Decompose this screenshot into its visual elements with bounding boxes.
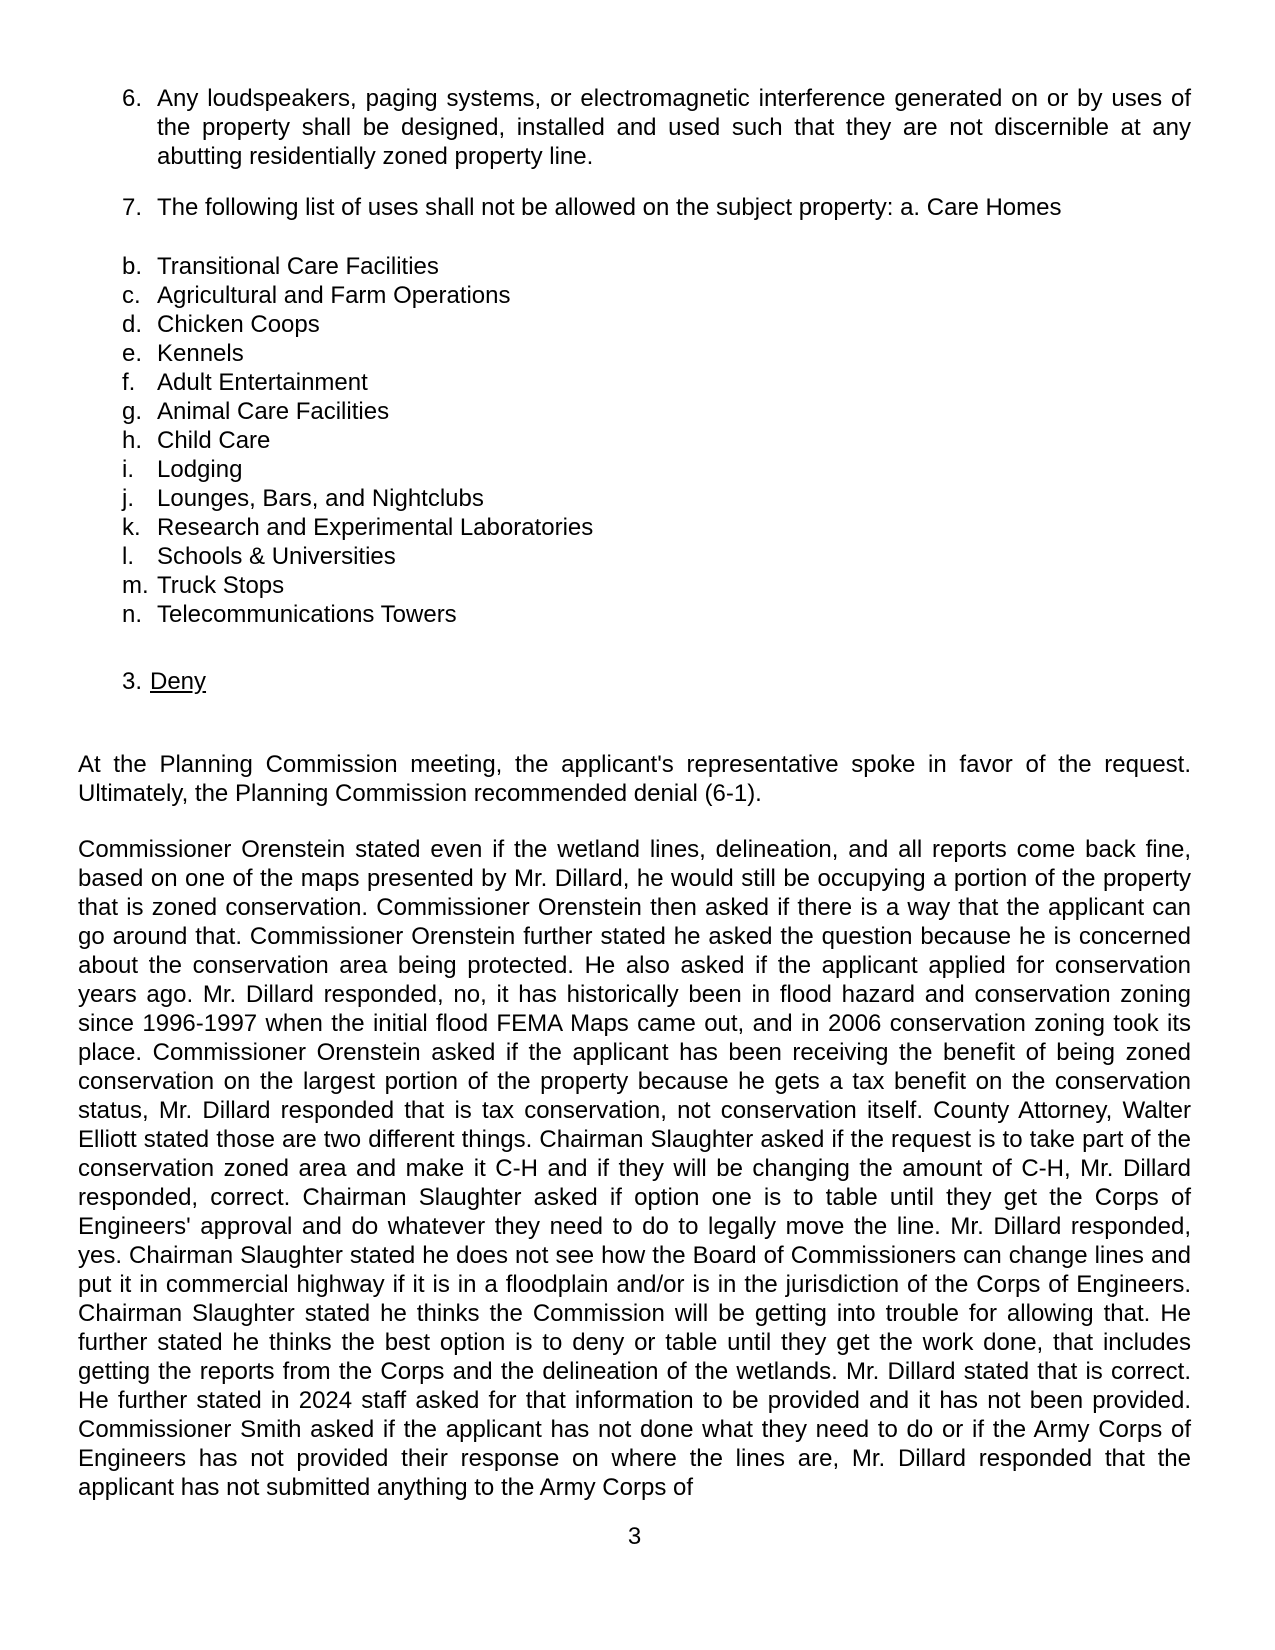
- list-item: [122, 397, 1191, 426]
- list-letter: d.: [122, 311, 143, 338]
- list-letter: l.: [122, 543, 134, 570]
- list-letter: i.: [122, 456, 134, 483]
- list-letter: m.: [122, 572, 149, 599]
- list-label: Research and Experimental Laboratories: [157, 514, 594, 541]
- list-letter: h.: [122, 427, 143, 454]
- list-item: [122, 513, 1191, 542]
- list-letter: c.: [122, 282, 141, 309]
- list-item: [122, 310, 1191, 339]
- list-item: [122, 339, 1191, 368]
- list-item: [122, 571, 1191, 600]
- list-letter: e.: [122, 340, 143, 367]
- list-item: [122, 426, 1191, 455]
- list-item: [122, 252, 1191, 281]
- item-text: Any loudspeakers, paging systems, or electromagnetic interference generated on or by uses of the property shall be designed, installed and used such that they are not discernible at any abutting residentially zoned property line.: [157, 85, 1191, 170]
- list-label: Adult Entertainment: [157, 369, 368, 396]
- list-letter: k.: [122, 514, 141, 541]
- list-letter: n.: [122, 601, 143, 628]
- numbered-item-6: [122, 84, 1191, 171]
- list-letter: g.: [122, 398, 143, 425]
- list-label: Truck Stops: [157, 572, 285, 599]
- lettered-list: [78, 252, 1191, 629]
- list-label: Agricultural and Farm Operations: [157, 282, 511, 309]
- list-letter: b.: [122, 253, 143, 280]
- list-letter: j.: [122, 485, 134, 512]
- paragraph-planning-commission: At the Planning Commission meeting, the applicant's representative spoke in favor of the request. Ultimately, the Planning Commission recommended denial (6-1).: [78, 751, 1191, 807]
- list-label: Transitional Care Facilities: [157, 253, 439, 280]
- list-label: Chicken Coops: [157, 311, 320, 338]
- list-label: Child Care: [157, 427, 271, 454]
- list-letter: f.: [122, 369, 136, 396]
- list-item: [122, 281, 1191, 310]
- list-label: Animal Care Facilities: [157, 398, 390, 425]
- deny-label: Deny: [150, 668, 207, 695]
- list-label: Kennels: [157, 340, 244, 367]
- item-number: 3.: [122, 668, 143, 695]
- paragraph-discussion: Commissioner Orenstein stated even if the wetland lines, delineation, and all reports come back fine, based on one of the maps presented by Mr. Dillard, he would still be occupying a portion of the property that is zoned conservation. Commissioner Orenstein then asked if there is a way that the applicant can go around that. Commissioner Orenstein further stated he asked the question because he is concerned about the conservation area being protected. He also asked if the applicant applied for conservation years ago. Mr. Dillard responded, no, it has historically been in flood hazard and conservation zoning since 1996-1997 when the initial flood FEMA Maps came out, and in 2006 conservation zoning took its place. Commissioner Orenstein asked if the applicant has been receiving the benefit of being zoned conservation on the largest portion of the property because he gets a tax benefit on the conservation status, Mr. Dillard responded that is tax conservation, not conservation itself. County Attorney, Walter Elliott stated those are two different things. Chairman Slaughter asked if the request is to take part of the conservation zoned area and make it C-H and if they will be changing the amount of C-H, Mr. Dillard responded, correct. Chairman Slaughter asked if option one is to table until they get the Corps of Engineers' approval and do whatever they need to do to legally move the line. Mr. Dillard responded, yes. Chairman Slaughter stated he does not see how the Board of Commissioners can change lines and put it in commercial highway if it is in a floodplain and/or is in the jurisdiction of the Corps of Engineers. Chairman Slaughter stated he thinks the Commission will be getting into trouble for allowing that. He further stated he thinks the best option is to deny or table until they get the work done, that includes getting the reports from the Corps and the delineation of the wetlands. Mr. Dillard stated that is correct. He further stated in 2024 staff asked for that information to be provided and it has not been provided. Commissioner Smith asked if the applicant has not done what they need to do or if the Army Corps of Engineers has not provided their response on where the lines are, Mr. Dillard responded that the applicant has not submitted anything to the Army Corps of: [78, 836, 1191, 1501]
- item-number: 7.: [122, 194, 143, 221]
- list-item: [122, 600, 1191, 629]
- item-text: The following list of uses shall not be allowed on the subject property: a. Care Homes: [157, 194, 1062, 221]
- option-item-deny: [122, 667, 1191, 696]
- list-item: [122, 484, 1191, 513]
- list-item: [122, 368, 1191, 397]
- list-label: Lodging: [157, 456, 243, 483]
- numbered-item-7: [122, 193, 1191, 222]
- item-number: 6.: [122, 85, 143, 112]
- list-label: Schools & Universities: [157, 543, 396, 570]
- list-item: [122, 542, 1191, 571]
- list-label: Lounges, Bars, and Nightclubs: [157, 485, 484, 512]
- page-number: 3: [627, 1523, 642, 1550]
- list-item: [122, 455, 1191, 484]
- list-label: Telecommunications Towers: [157, 601, 457, 628]
